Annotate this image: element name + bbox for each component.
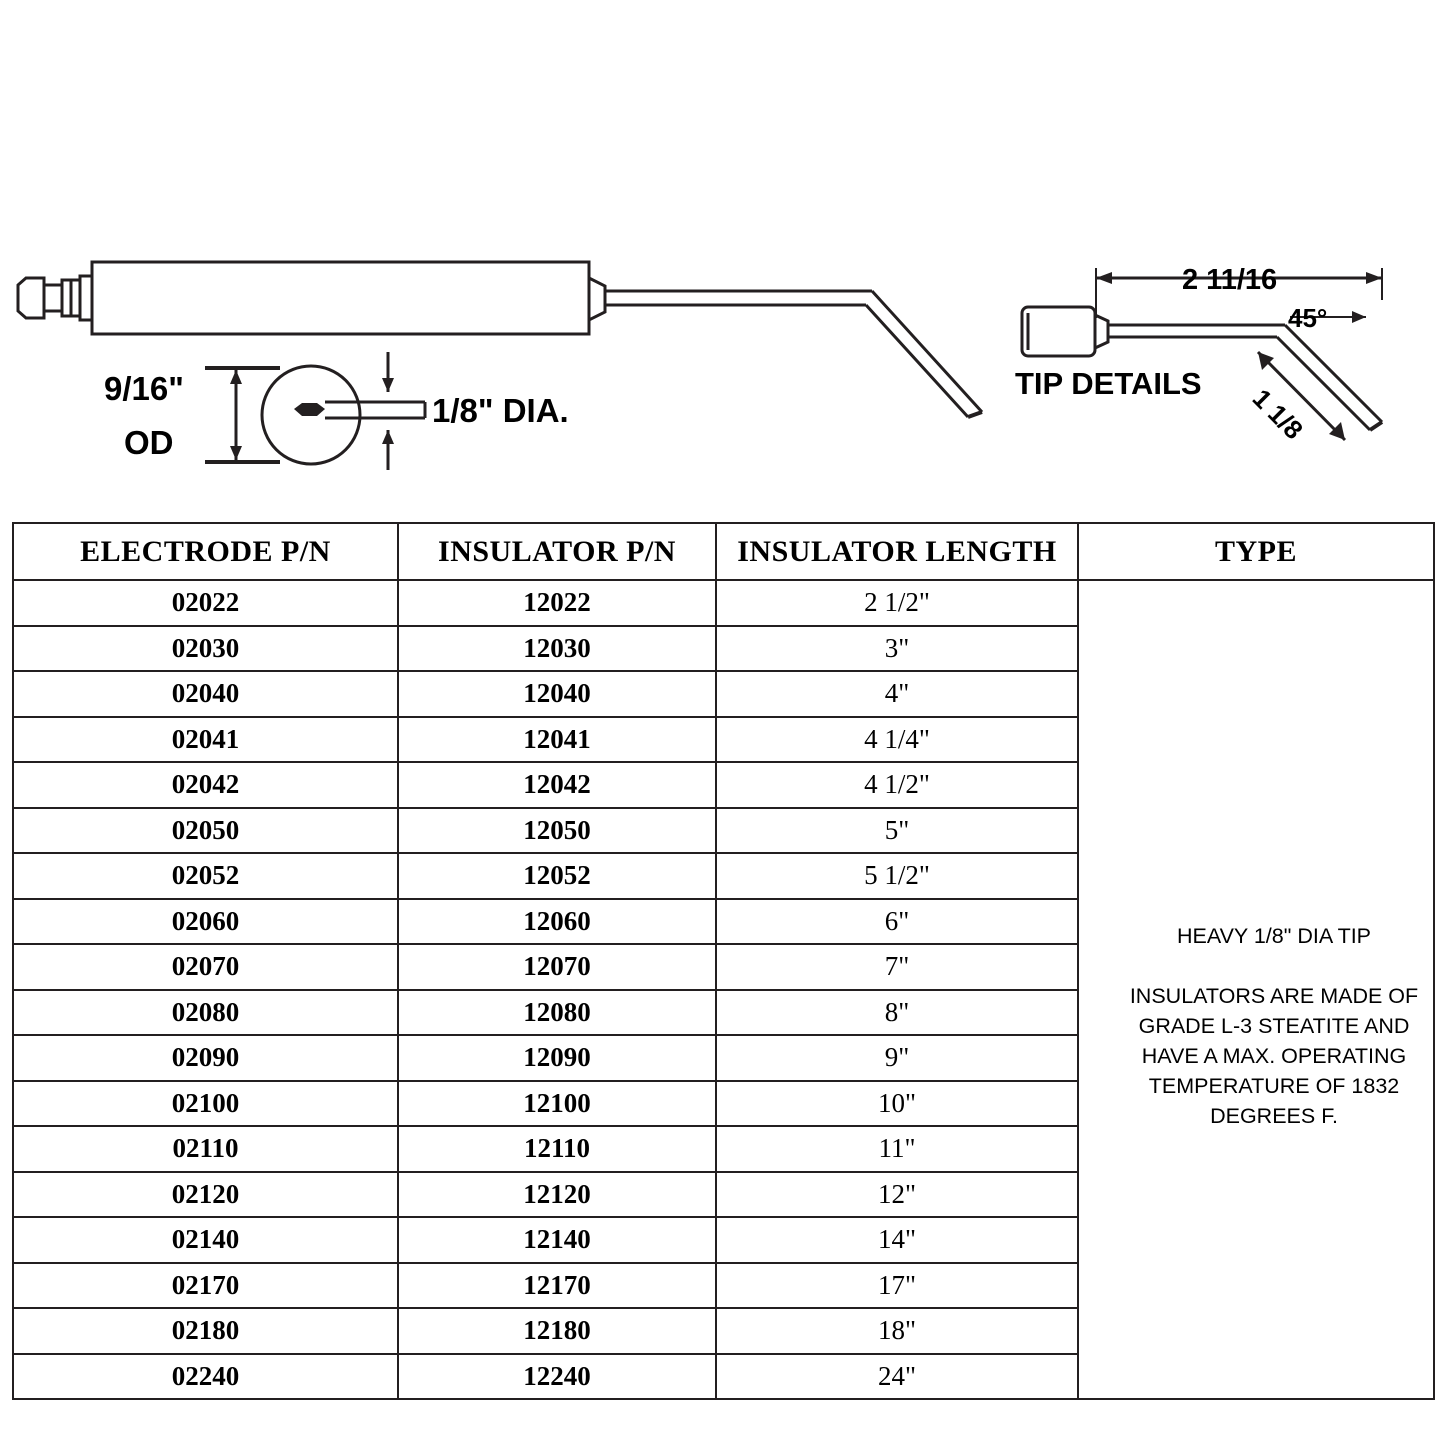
- cell-insulator-pn: 12040: [398, 671, 716, 717]
- cell-insulator-length: 6": [716, 899, 1078, 945]
- header-insulator-length: INSULATOR LENGTH: [716, 523, 1078, 580]
- header-insulator-pn: INSULATOR P/N: [398, 523, 716, 580]
- label-od-dimension: 9/16": [104, 370, 184, 407]
- cell-insulator-length: 9": [716, 1035, 1078, 1081]
- header-electrode-pn: ELECTRODE P/N: [13, 523, 398, 580]
- cell-insulator-pn: 12120: [398, 1172, 716, 1218]
- cell-insulator-pn: 12050: [398, 808, 716, 854]
- cell-insulator-length: 7": [716, 944, 1078, 990]
- type-note-line-1: HEAVY 1/8" DIA TIP: [1176, 923, 1372, 948]
- cell-electrode-pn: 02050: [13, 808, 398, 854]
- cell-electrode-pn: 02052: [13, 853, 398, 899]
- cell-electrode-pn: 02240: [13, 1354, 398, 1400]
- cell-insulator-pn: 12052: [398, 853, 716, 899]
- cell-insulator-length: 2 1/2": [716, 580, 1078, 626]
- type-note-line-3: GRADE L-3 STEATITE AND: [1138, 1013, 1410, 1038]
- cell-insulator-length: 24": [716, 1354, 1078, 1400]
- cell-electrode-pn: 02110: [13, 1126, 398, 1172]
- cell-type-note: [1078, 580, 1434, 1399]
- cell-insulator-length: 14": [716, 1217, 1078, 1263]
- type-note-line-4: HAVE A MAX. OPERATING: [1141, 1043, 1407, 1068]
- cell-insulator-pn: 12170: [398, 1263, 716, 1309]
- label-od-text: OD: [124, 424, 174, 461]
- label-tip-length: 2 11/16: [1182, 264, 1278, 296]
- cell-electrode-pn: 02120: [13, 1172, 398, 1218]
- label-tip-bend-length: 1 1/8: [1246, 383, 1309, 446]
- cell-electrode-pn: 02170: [13, 1263, 398, 1309]
- cell-electrode-pn: 02140: [13, 1217, 398, 1263]
- cell-electrode-pn: 02022: [13, 580, 398, 626]
- cell-insulator-pn: 12060: [398, 899, 716, 945]
- cell-insulator-pn: 12041: [398, 717, 716, 763]
- cell-insulator-length: 10": [716, 1081, 1078, 1127]
- cell-insulator-pn: 12042: [398, 762, 716, 808]
- cell-insulator-pn: 12140: [398, 1217, 716, 1263]
- cell-insulator-length: 12": [716, 1172, 1078, 1218]
- cell-electrode-pn: 02090: [13, 1035, 398, 1081]
- label-tip-details: TIP DETAILS: [1015, 366, 1202, 401]
- spec-table: [12, 522, 1435, 1400]
- cell-electrode-pn: 02180: [13, 1308, 398, 1354]
- cell-electrode-pn: 02030: [13, 626, 398, 672]
- cell-electrode-pn: 02040: [13, 671, 398, 717]
- spec-table-wrapper: [12, 522, 1433, 1400]
- table-row: [13, 580, 1434, 626]
- type-note-line-6: DEGREES F.: [1210, 1103, 1338, 1128]
- cell-insulator-pn: 12090: [398, 1035, 716, 1081]
- cell-electrode-pn: 02060: [13, 899, 398, 945]
- cell-electrode-pn: 02100: [13, 1081, 398, 1127]
- type-note-line-5: TEMPERATURE OF 1832: [1148, 1073, 1400, 1098]
- label-tip-angle: 45°: [1288, 303, 1328, 333]
- electrode-drawing: [0, 0, 1445, 520]
- cell-insulator-length: 4 1/2": [716, 762, 1078, 808]
- cell-insulator-length: 17": [716, 1263, 1078, 1309]
- cell-insulator-length: 11": [716, 1126, 1078, 1172]
- header-type: TYPE: [1078, 523, 1434, 580]
- cell-insulator-pn: 12030: [398, 626, 716, 672]
- cell-insulator-length: 8": [716, 990, 1078, 1036]
- cell-insulator-length: 3": [716, 626, 1078, 672]
- type-note-line-2: INSULATORS ARE MADE OF: [1129, 983, 1419, 1008]
- cell-electrode-pn: 02041: [13, 717, 398, 763]
- cell-insulator-pn: 12180: [398, 1308, 716, 1354]
- cell-insulator-length: 5 1/2": [716, 853, 1078, 899]
- cell-insulator-pn: 12240: [398, 1354, 716, 1400]
- cell-insulator-pn: 12022: [398, 580, 716, 626]
- cell-insulator-pn: 12110: [398, 1126, 716, 1172]
- cell-insulator-pn: 12070: [398, 944, 716, 990]
- cell-electrode-pn: 02042: [13, 762, 398, 808]
- cell-insulator-length: 18": [716, 1308, 1078, 1354]
- cell-insulator-pn: 12100: [398, 1081, 716, 1127]
- label-tip-diameter: 1/8" DIA.: [432, 392, 569, 429]
- cell-insulator-pn: 12080: [398, 990, 716, 1036]
- cell-insulator-length: 5": [716, 808, 1078, 854]
- table-header-row: [13, 523, 1434, 580]
- cell-insulator-length: 4 1/4": [716, 717, 1078, 763]
- cell-electrode-pn: 02080: [13, 990, 398, 1036]
- cell-insulator-length: 4": [716, 671, 1078, 717]
- cell-electrode-pn: 02070: [13, 944, 398, 990]
